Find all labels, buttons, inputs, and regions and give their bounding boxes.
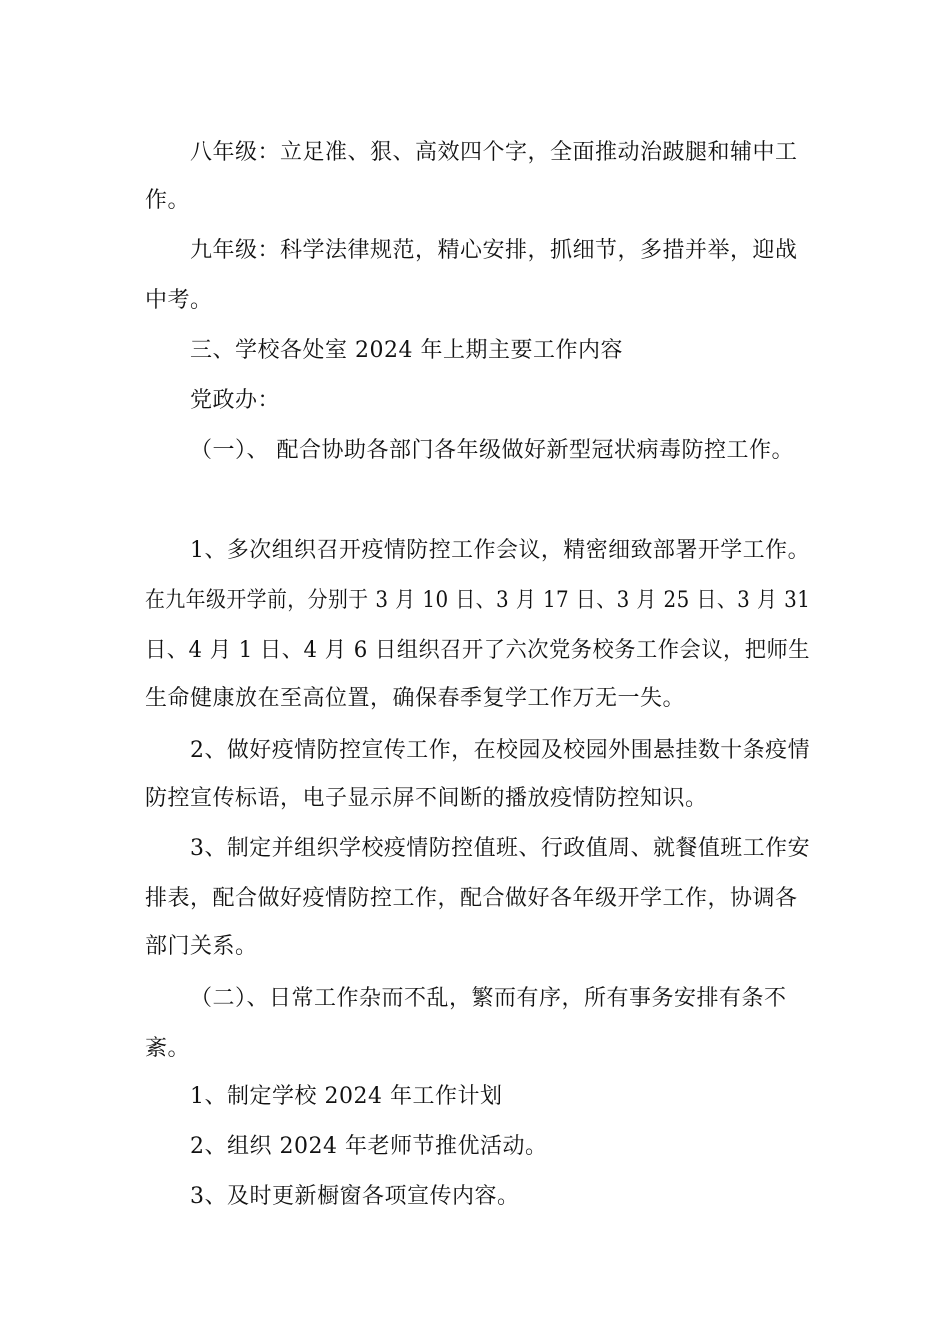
- routine-item-2: 2、组织 2024 年老师节推优活动。: [190, 1134, 548, 1159]
- routine-item-1: 1、制定学校 2024 年工作计划: [190, 1084, 503, 1109]
- item-2-line2: 防控宣传标语，电子显示屏不间断的播放疫情防控知识。: [145, 786, 708, 811]
- paragraph-grade8-line2: 作。: [145, 188, 191, 213]
- item-3-line1: 3、制定并组织学校疫情防控值班、行政值周、就餐值班工作安: [190, 836, 811, 861]
- item-2-line1: 2、做好疫情防控宣传工作，在校园及校园外围悬挂数十条疫情: [190, 738, 811, 763]
- section-heading: 三、学校各处室 2024 年上期主要工作内容: [190, 338, 623, 363]
- item-1-line4: 生命健康放在至高位置，确保春季复学工作万无一失。: [145, 686, 686, 711]
- subsection-heading-2-line1: （二）、日常工作杂而不乱，繁而有序，所有事务安排有条不: [190, 986, 787, 1011]
- item-3-line3: 部门关系。: [145, 934, 258, 959]
- paragraph-grade8-line1: 八年级：立足准、狠、高效四个字，全面推动治跛腿和辅中工: [190, 140, 798, 165]
- item-1-line1: 1、多次组织召开疫情防控工作会议，精密细致部署开学工作。: [190, 538, 811, 563]
- item-1-line2: 在九年级开学前，分别于 3 月 10 日、3 月 17 日、3 月 25 日、3 月 31: [145, 588, 811, 613]
- routine-item-3: 3、及时更新橱窗各项宣传内容。: [190, 1184, 520, 1209]
- paragraph-grade9-line1: 九年级：科学法律规范，精心安排，抓细节，多措并举，迎战: [190, 238, 798, 263]
- subsection-heading-1: （一）、 配合协助各部门各年级做好新型冠状病毒防控工作。: [190, 438, 794, 463]
- item-1-line3: 日、4 月 1 日、4 月 6 日组织召开了六次党务校务工作会议，把师生: [145, 638, 810, 663]
- subsection-heading-2-line2: 紊。: [145, 1036, 191, 1061]
- item-3-line2: 排表，配合做好疫情防控工作，配合做好各年级开学工作，协调各: [145, 886, 798, 911]
- paragraph-grade9-line2: 中考。: [145, 288, 213, 313]
- department-label: 党政办：: [190, 388, 281, 413]
